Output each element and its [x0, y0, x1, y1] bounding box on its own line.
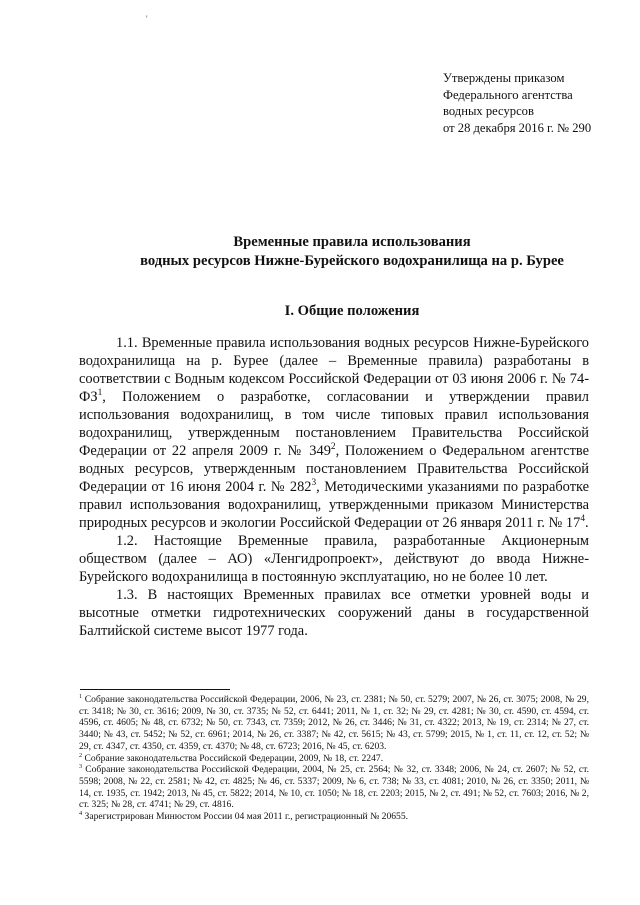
- paragraph-text: 1.1. Временные правила использования водных ресурсов Нижне-Бурейского водохранилища на р. Бурее (далее – Временные правила) разработаны в соответствии с Водным кодексом Российской Федерации от 03 июня 2006 г. № 74-ФЗ: [79, 335, 589, 405]
- footnote-number: 1: [79, 692, 83, 700]
- paragraph-1-1: [79, 334, 589, 532]
- approval-block: [443, 70, 633, 136]
- footnote-text: Собрание законодательства Российской Федерации, 2009, № 18, ст. 2247.: [82, 752, 384, 764]
- approval-line: от 28 декабря 2016 г. № 290: [443, 120, 592, 135]
- footnote-ref: 2: [330, 442, 336, 453]
- footnote-divider: [80, 689, 230, 690]
- paragraph-text: , Методическими указаниями по разработке правил использования водохранилищ, утвержденными приказом Министерства природных ресурсов и экологии Российской Федерации от 26 января 2011 г. № 17: [79, 479, 589, 531]
- footnote-number: 2: [79, 751, 83, 759]
- footnote-ref: 3: [311, 478, 317, 489]
- paragraph-1-2: 1.2. Настоящие Временные правила, разработанные Акционерным обществом (далее – АО) «Ленгидропроект», действуют до ввода Нижне-Бурейского водохранилища в постоянную эксплуатацию, но не более 10 лет.: [79, 533, 589, 585]
- document-title: [60, 233, 640, 271]
- paragraph-text: , Положением о разработке, согласовании и утверждении правил использования водохранилищ, в том числе типовых правил использования водохранилищ, утвержденным постановлением Правительства Российской Федерации от 22 апреля 2009 г. № 349: [79, 389, 589, 459]
- approval-line: Утверждены приказом: [443, 71, 565, 85]
- footnote: [79, 811, 589, 823]
- footnote-ref: 4: [580, 514, 585, 525]
- section-body: [79, 334, 589, 640]
- approval-line: Федерального агентства: [443, 87, 573, 102]
- footnote: [79, 764, 589, 811]
- paragraph-text: .: [584, 515, 589, 531]
- paragraph-text: , Положением о Федеральном агентстве водных ресурсов, утвержденным постановлением Правительства Российской Федерации от 16 июня 2004 г. № 282: [79, 443, 589, 495]
- section-heading: I. Общие положения: [284, 303, 420, 319]
- footnotes: [79, 694, 589, 823]
- footnote-text: Собрание законодательства Российской Федерации, 2006, № 23, ст. 2381; № 50, ст. 5279; 2007, № 26, ст. 3075; 2008, № 29, ст. 3418; № 30, ст. 3616; 2009, № 30, ст. 3735; № 52, ст. 6441; 2011, № 1, ст. 32; № 29, ст. 4281; № 30, ст. 4590, ст. 4594, ст. 4596, ст. 4605; № 48, ст. 6732; № 50, ст. 7343, ст. 7359; 2012, № 26, ст. 3446; № 31, ст. 4322; 2013, № 19, ст. 2314; № 27, ст. 3440; № 43, ст. 5452; № 52, ст. 6961; 2014, № 26, ст. 3387; № 42, ст. 5615; № 43, ст. 5799; 2015, № 1, ст. 11, ст. 12, ст. 52; № 29, ст. 4347, ст. 4350, ст. 4359, ст. 4370; № 48, ст. 6723; 2016, № 45, ст. 6203.: [79, 694, 589, 752]
- title-line: водных ресурсов Нижне-Бурейского водохранилища на р. Бурее: [140, 253, 564, 269]
- footnote: [79, 753, 589, 765]
- footnote-text: Зарегистрирован Минюстом России 04 мая 2011 г., регистрационный № 20655.: [82, 811, 409, 823]
- scan-mark: ': [146, 14, 148, 24]
- paragraph-1-3: 1.3. В настоящих Временных правилах все отметки уровней воды и высотные отметки гидротехнических сооружений даны в государственной Балтийской системе высот 1977 года.: [79, 587, 589, 639]
- title-line: Временные правила использования: [233, 234, 471, 250]
- footnote-number: 4: [79, 809, 83, 817]
- footnote-text: Собрание законодательства Российской Федерации, 2004, № 25, ст. 2564; № 32, ст. 3348; 2006, № 24, ст. 2607; № 52, ст. 5598; 2008, № 22, ст. 2581; № 42, ст. 4825; № 46, ст. 5337; 2009, № 6, ст. 738; № 33, ст. 4081; 2010, № 26, ст. 3350; 2011, № 14, ст. 1935, ст. 1942; 2013, № 45, ст. 5822; 2014, № 10, ст. 1050; № 18, ст. 2203; 2015, № 2, ст. 491; № 52, ст. 7603; 2016, № 2, ст. 325; № 28, ст. 4741; № 29, ст. 4816.: [79, 764, 589, 811]
- approval-line: водных ресурсов: [443, 104, 534, 118]
- footnote: [79, 694, 589, 753]
- footnote-ref: 1: [97, 388, 103, 399]
- footnote-number: 3: [79, 763, 83, 771]
